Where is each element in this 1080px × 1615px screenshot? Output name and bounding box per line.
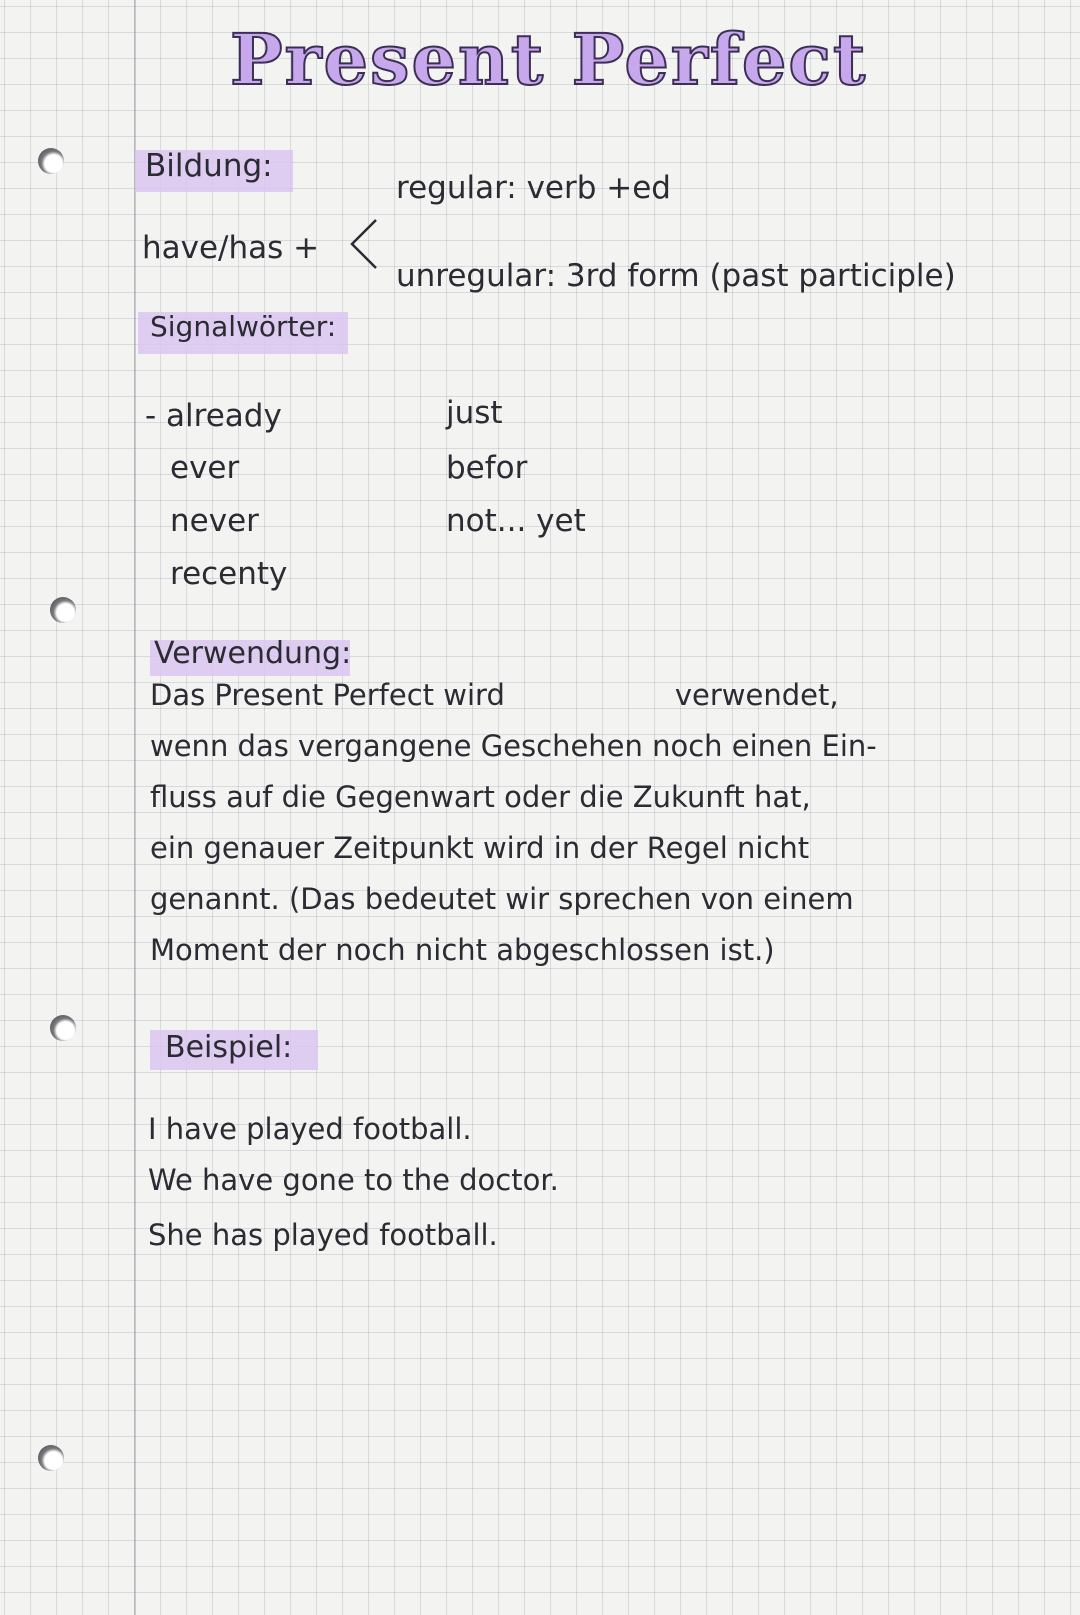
signal-heading: Signalwörter: [150, 310, 337, 343]
paragraph-line: wenn das vergangene Geschehen noch einen Ein- [150, 729, 877, 763]
example-sentence: We have gone to the doctor. [148, 1163, 559, 1197]
bildung-unregular: unregular: 3rd form (past participle) [396, 258, 956, 294]
signal-word: ever [170, 450, 240, 486]
paragraph-line: genannt. (Das bedeutet wir sprechen von einem [150, 882, 854, 916]
bildung-base: have/has + [142, 230, 320, 266]
branch-bracket [348, 218, 378, 270]
punch-hole [38, 148, 64, 174]
bildung-heading: Bildung: [145, 148, 273, 184]
paragraph-line-end: verwendet, [674, 678, 839, 712]
paragraph-line: ein genauer Zeitpunkt wird in der Regel nicht [150, 831, 810, 865]
page-title: Present Perfect [230, 18, 868, 101]
signal-word: befor [446, 450, 528, 486]
signal-word: not... yet [446, 503, 586, 539]
bildung-regular: regular: verb +ed [396, 170, 671, 206]
paragraph-line: Moment der noch nicht abgeschlossen ist.) [150, 933, 775, 967]
verwendung-heading: Verwendung: [154, 636, 352, 671]
signal-word: never [170, 503, 259, 539]
margin-line [134, 0, 136, 1615]
paragraph-line: fluss auf die Gegenwart oder die Zukunft hat, [150, 780, 811, 814]
punch-hole [38, 1445, 64, 1471]
signal-word: just [446, 395, 503, 431]
beispiel-heading: Beispiel: [165, 1030, 293, 1065]
paragraph-line [150, 670, 910, 721]
example-sentence: She has played football. [148, 1218, 498, 1252]
signal-word: - already [145, 398, 282, 434]
verwendung-paragraph [150, 670, 910, 976]
punch-hole [50, 597, 76, 623]
paragraph-line-start: Das Present Perfect wird [150, 678, 505, 712]
punch-hole [50, 1015, 76, 1041]
signal-word: recenty [170, 556, 288, 592]
example-sentence: I have played football. [148, 1112, 472, 1146]
